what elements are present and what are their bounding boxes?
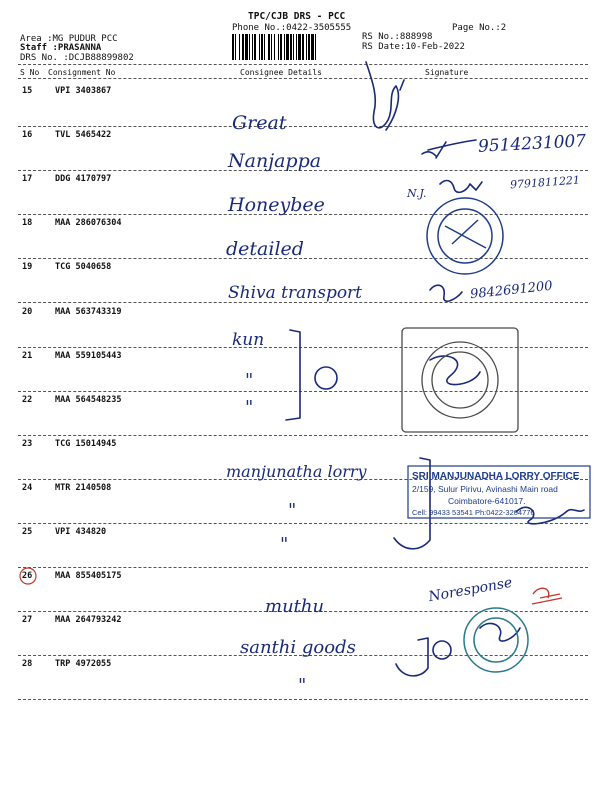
barcode-bar (239, 34, 240, 60)
stamp-line-1: SRI MANJUNADHA LORRY OFFICE (412, 471, 580, 482)
barcode-bar (315, 34, 316, 60)
barcode-bar (306, 34, 307, 60)
hw-detailed: detailed (226, 238, 304, 260)
row-sno: 16 (22, 130, 33, 141)
row-sno: 15 (22, 86, 33, 96)
hw-ditto-3: " (288, 500, 297, 521)
row-divider (18, 567, 588, 568)
barcode-bar (271, 34, 272, 60)
barcode-bar (252, 34, 253, 60)
barcode-bar (259, 34, 260, 60)
barcode-bar (242, 34, 244, 60)
rs-date: RS Date:10-Feb-2022 (362, 42, 465, 52)
rs-number: RS No.:888998 (362, 32, 433, 42)
hw-ditto-4: " (280, 534, 289, 555)
hw-phone-2: 9791811221 (509, 173, 581, 192)
barcode-bar (311, 34, 314, 60)
row-consignment-number: MAA 264793242 (55, 615, 122, 626)
row-consignment-number: VPI 434820 (55, 527, 107, 537)
barcode-bar (245, 34, 248, 60)
row-divider (18, 391, 588, 392)
barcode-bar (293, 34, 294, 60)
barcode-bar (284, 34, 285, 60)
barcode-bar (254, 34, 256, 60)
hw-nj: N.J. (407, 187, 427, 200)
hw-ditto-5: " (298, 675, 307, 696)
row-divider (18, 347, 588, 348)
row-divider (18, 435, 588, 436)
area-field: Area :MG PUDUR PCC (20, 34, 118, 44)
hw-honeybee: Honeybee (228, 194, 325, 216)
row-sno: 23 (22, 438, 33, 449)
phone-number: Phone No.:0422-3505555 (232, 23, 352, 33)
hw-muthu: muthu (265, 596, 325, 617)
barcode-bar (290, 34, 292, 60)
row-consignment-number: MAA 563743319 (55, 306, 122, 317)
barcode-bar (249, 34, 250, 60)
row-sno: 28 (22, 659, 33, 670)
col-signature: Signature (425, 68, 469, 77)
hw-phone-3: 9842691200 (469, 278, 554, 303)
row-consignment-number: VPI 3403867 (55, 86, 112, 96)
stamp-line-3: Coimbatore-641017. (448, 496, 526, 506)
header-divider-top (18, 64, 588, 65)
barcode-bar (296, 34, 297, 60)
hw-shiva: Shiva transport (228, 283, 363, 303)
row-sno: 20 (22, 306, 33, 317)
hw-phone-1: 9514231007 (477, 131, 587, 157)
row-consignment-number: TCG 5040658 (55, 262, 112, 273)
drs-number: DRS No. :DCJB88899802 (20, 53, 134, 63)
col-consignee: Consignee Details (240, 68, 322, 77)
barcode-bar (308, 34, 310, 60)
row-consignment-number: MAA 564548235 (55, 394, 122, 405)
row-sno: 24 (22, 482, 33, 493)
row-consignment-number: MAA 855405175 (55, 571, 122, 582)
barcode-bar (264, 34, 265, 60)
row-consignment-number: TCG 15014945 (55, 438, 117, 449)
hw-santhi: santhi goods (240, 637, 356, 658)
barcode-bar (280, 34, 282, 60)
barcode-bar (274, 34, 275, 60)
row-divider (18, 126, 588, 127)
barcode-bar (302, 34, 304, 60)
barcode-bar (268, 34, 270, 60)
stamp-line-2: 2/159, Sulur Pirivu, Avinashi Main road (412, 484, 558, 494)
row-consignment-number: MAA 286076304 (55, 218, 122, 229)
row-sno: 18 (22, 218, 33, 229)
row-divider (18, 699, 588, 700)
row-consignment-number: TRP 4972055 (55, 659, 112, 670)
row-consignment-number: MTR 2140508 (55, 482, 112, 493)
barcode-bar (235, 34, 236, 60)
row-sno: 26 (22, 571, 33, 582)
staff-field: Staff :PRASANNA (20, 43, 102, 53)
col-consignment: Consignment No (48, 68, 116, 77)
hw-nanjappa: Nanjappa (228, 150, 322, 172)
stamp-line-4: Cell: 99433 53541 Ph:0422-3204776 (412, 508, 535, 517)
col-sno: S No (20, 68, 40, 77)
row-divider (18, 523, 588, 524)
barcode-bar (298, 34, 301, 60)
barcode-bar (278, 34, 279, 60)
hw-kun: kun (232, 330, 265, 350)
hw-ditto-2: " (245, 397, 254, 418)
row-consignment-number: TVL 5465422 (55, 130, 112, 141)
report-title: TPC/CJB DRS - PCC (248, 11, 346, 22)
hw-ditto-1: " (245, 370, 254, 391)
hw-manjunatha: manjunatha lorry (226, 462, 367, 481)
header-divider-bottom (18, 78, 588, 79)
row-sno: 22 (22, 394, 33, 405)
row-sno: 21 (22, 350, 33, 361)
page-number: Page No.:2 (452, 23, 507, 33)
row-sno: 17 (22, 174, 33, 185)
row-sno: 25 (22, 527, 33, 537)
row-consignment-number: MAA 559105443 (55, 350, 122, 361)
barcode-bar (261, 34, 263, 60)
row-consignment-number: DDG 4170797 (55, 174, 112, 185)
row-sno: 27 (22, 615, 33, 626)
row-sno: 19 (22, 262, 33, 273)
barcode-bar (232, 34, 234, 60)
barcode-bar (286, 34, 289, 60)
hw-great: Great (232, 112, 287, 134)
hw-noresponse: Noresponse (427, 574, 514, 606)
